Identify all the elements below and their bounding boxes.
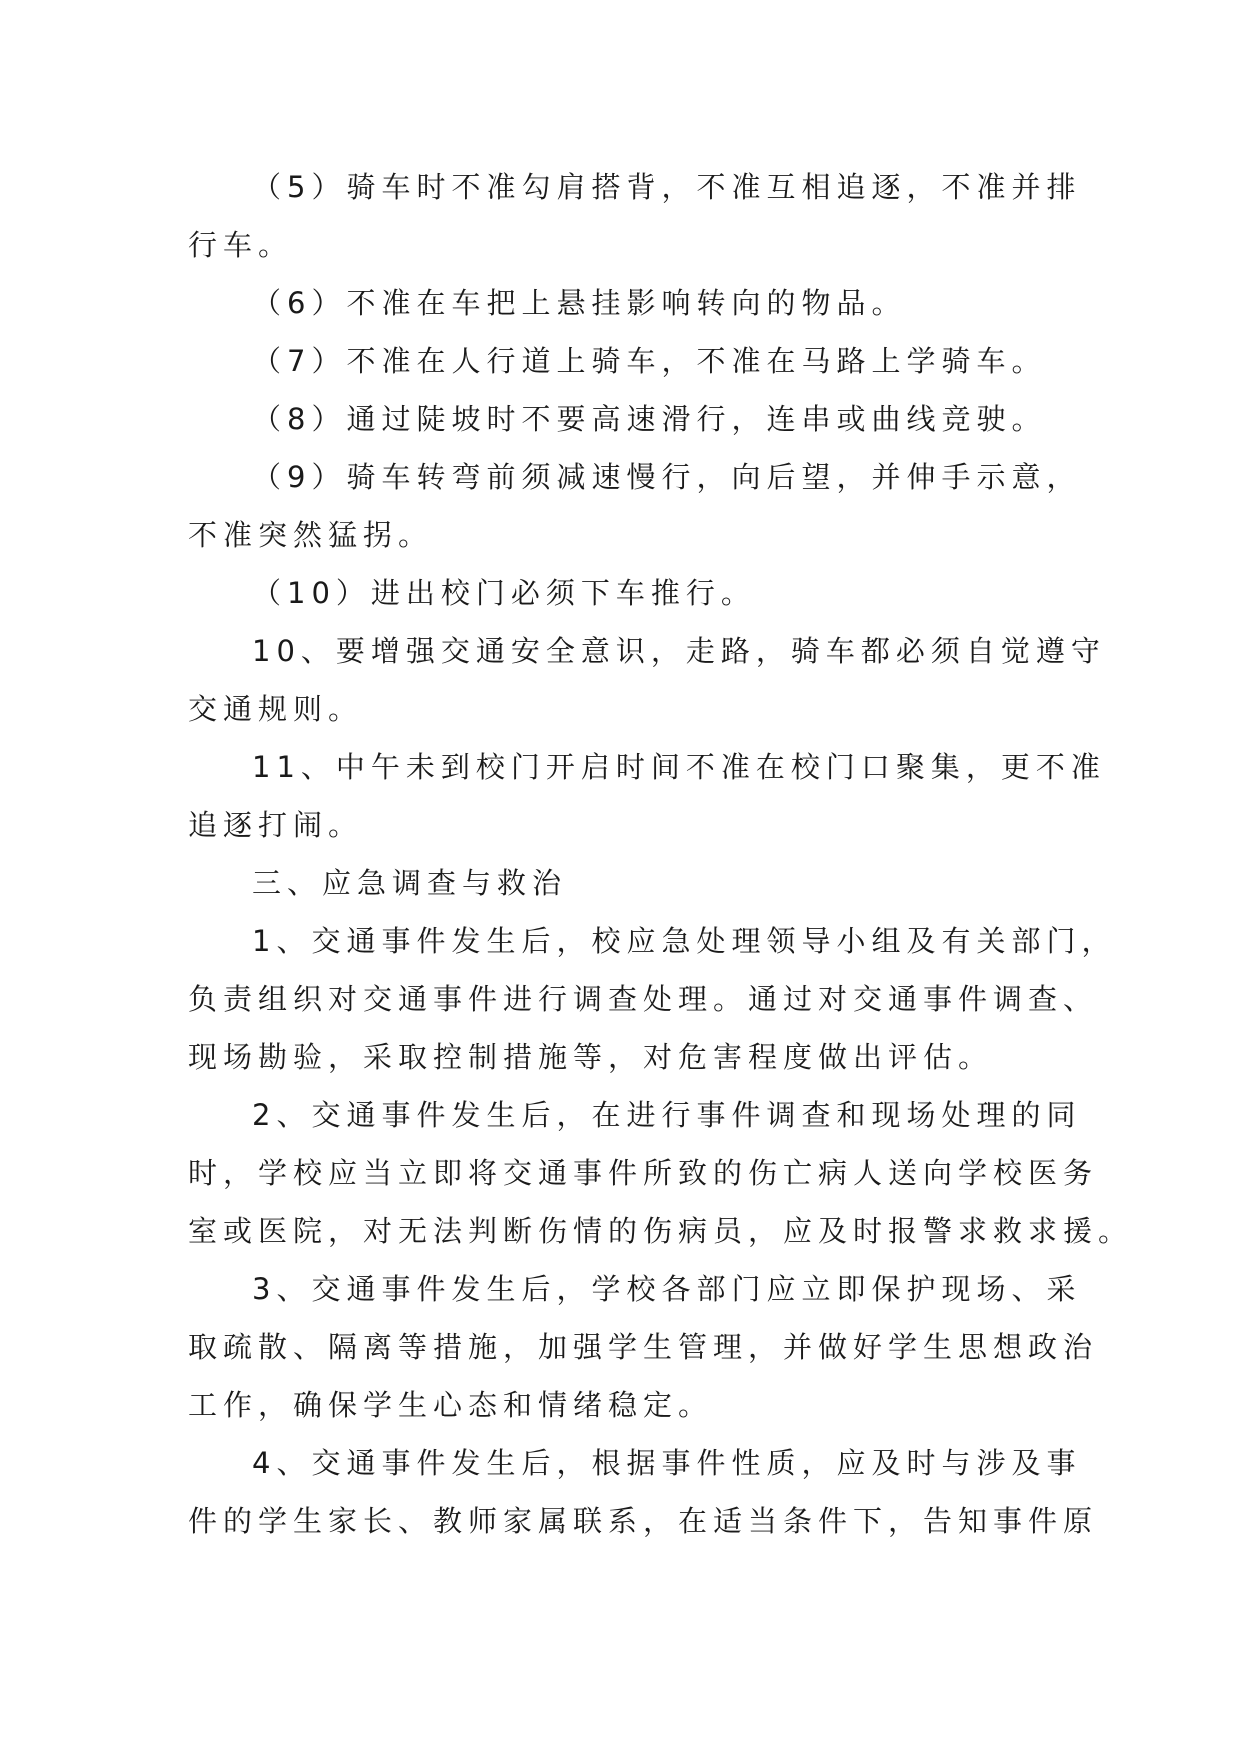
paragraph-line: 2、交通事件发生后，在进行事件调查和现场处理的同 [252,1098,1082,1132]
paragraph-line: 负责组织对交通事件进行调查处理。通过对交通事件调查、 [188,982,1099,1016]
section-title: 三、应急调查与救治 [252,866,568,900]
paragraph-rule-5 [188,158,1082,274]
paragraph-section-item-2 [188,1086,1134,1260]
document-body [188,158,1134,1550]
paragraph-line: （6）不准在车把上悬挂影响转向的物品。 [252,286,907,320]
paragraph-line: （7）不准在人行道上骑车，不准在马路上学骑车。 [252,344,1047,378]
paragraph-line: 追逐打闹。 [188,808,364,842]
paragraph-section-item-4 [188,1434,1099,1550]
paragraph-item-10 [188,622,1106,738]
paragraph-rule-8 [188,390,1058,448]
paragraph-line: （9）骑车转弯前须减速慢行，向后望，并伸手示意， [252,460,1082,494]
paragraph-line: 1、交通事件发生后，校应急处理领导小组及有关部门， [252,924,1117,958]
paragraph-line: 10、要增强交通安全意识，走路，骑车都必须自觉遵守 [252,634,1106,668]
paragraph-line: 行车。 [188,228,294,262]
paragraph-section-item-3 [188,1260,1099,1434]
paragraph-line: 11、中午未到校门开启时间不准在校门口聚集，更不准 [252,750,1106,784]
paragraph-line: （10）进出校门必须下车推行。 [252,576,756,610]
paragraph-line: 4、交通事件发生后，根据事件性质，应及时与涉及事 [252,1446,1082,1480]
paragraph-rule-9 [188,448,1082,564]
paragraph-rule-10 [188,564,1058,622]
section-heading [188,854,1058,912]
paragraph-line: 取疏散、隔离等措施，加强学生管理，并做好学生思想政治 [188,1330,1099,1364]
paragraph-line: 3、交通事件发生后，学校各部门应立即保护现场、采 [252,1272,1082,1306]
paragraph-line: 室或医院，对无法判断伤情的伤病员，应及时报警求救求援。 [188,1214,1134,1248]
paragraph-rule-7 [188,332,1058,390]
paragraph-line: （8）通过陡坡时不要高速滑行，连串或曲线竞驶。 [252,402,1047,436]
paragraph-line: 不准突然猛拐。 [188,518,434,552]
paragraph-line: 时，学校应当立即将交通事件所致的伤亡病人送向学校医务 [188,1156,1099,1190]
paragraph-line: 现场勘验，采取控制措施等，对危害程度做出评估。 [188,1040,994,1074]
paragraph-item-11 [188,738,1106,854]
paragraph-rule-6 [188,274,1058,332]
paragraph-section-item-1 [188,912,1117,1086]
paragraph-line: 工作，确保学生心态和情绪稳定。 [188,1388,714,1422]
paragraph-line: 交通规则。 [188,692,364,726]
paragraph-line: 件的学生家长、教师家属联系，在适当条件下，告知事件原 [188,1504,1099,1538]
paragraph-line: （5）骑车时不准勾肩搭背，不准互相追逐，不准并排 [252,170,1082,204]
